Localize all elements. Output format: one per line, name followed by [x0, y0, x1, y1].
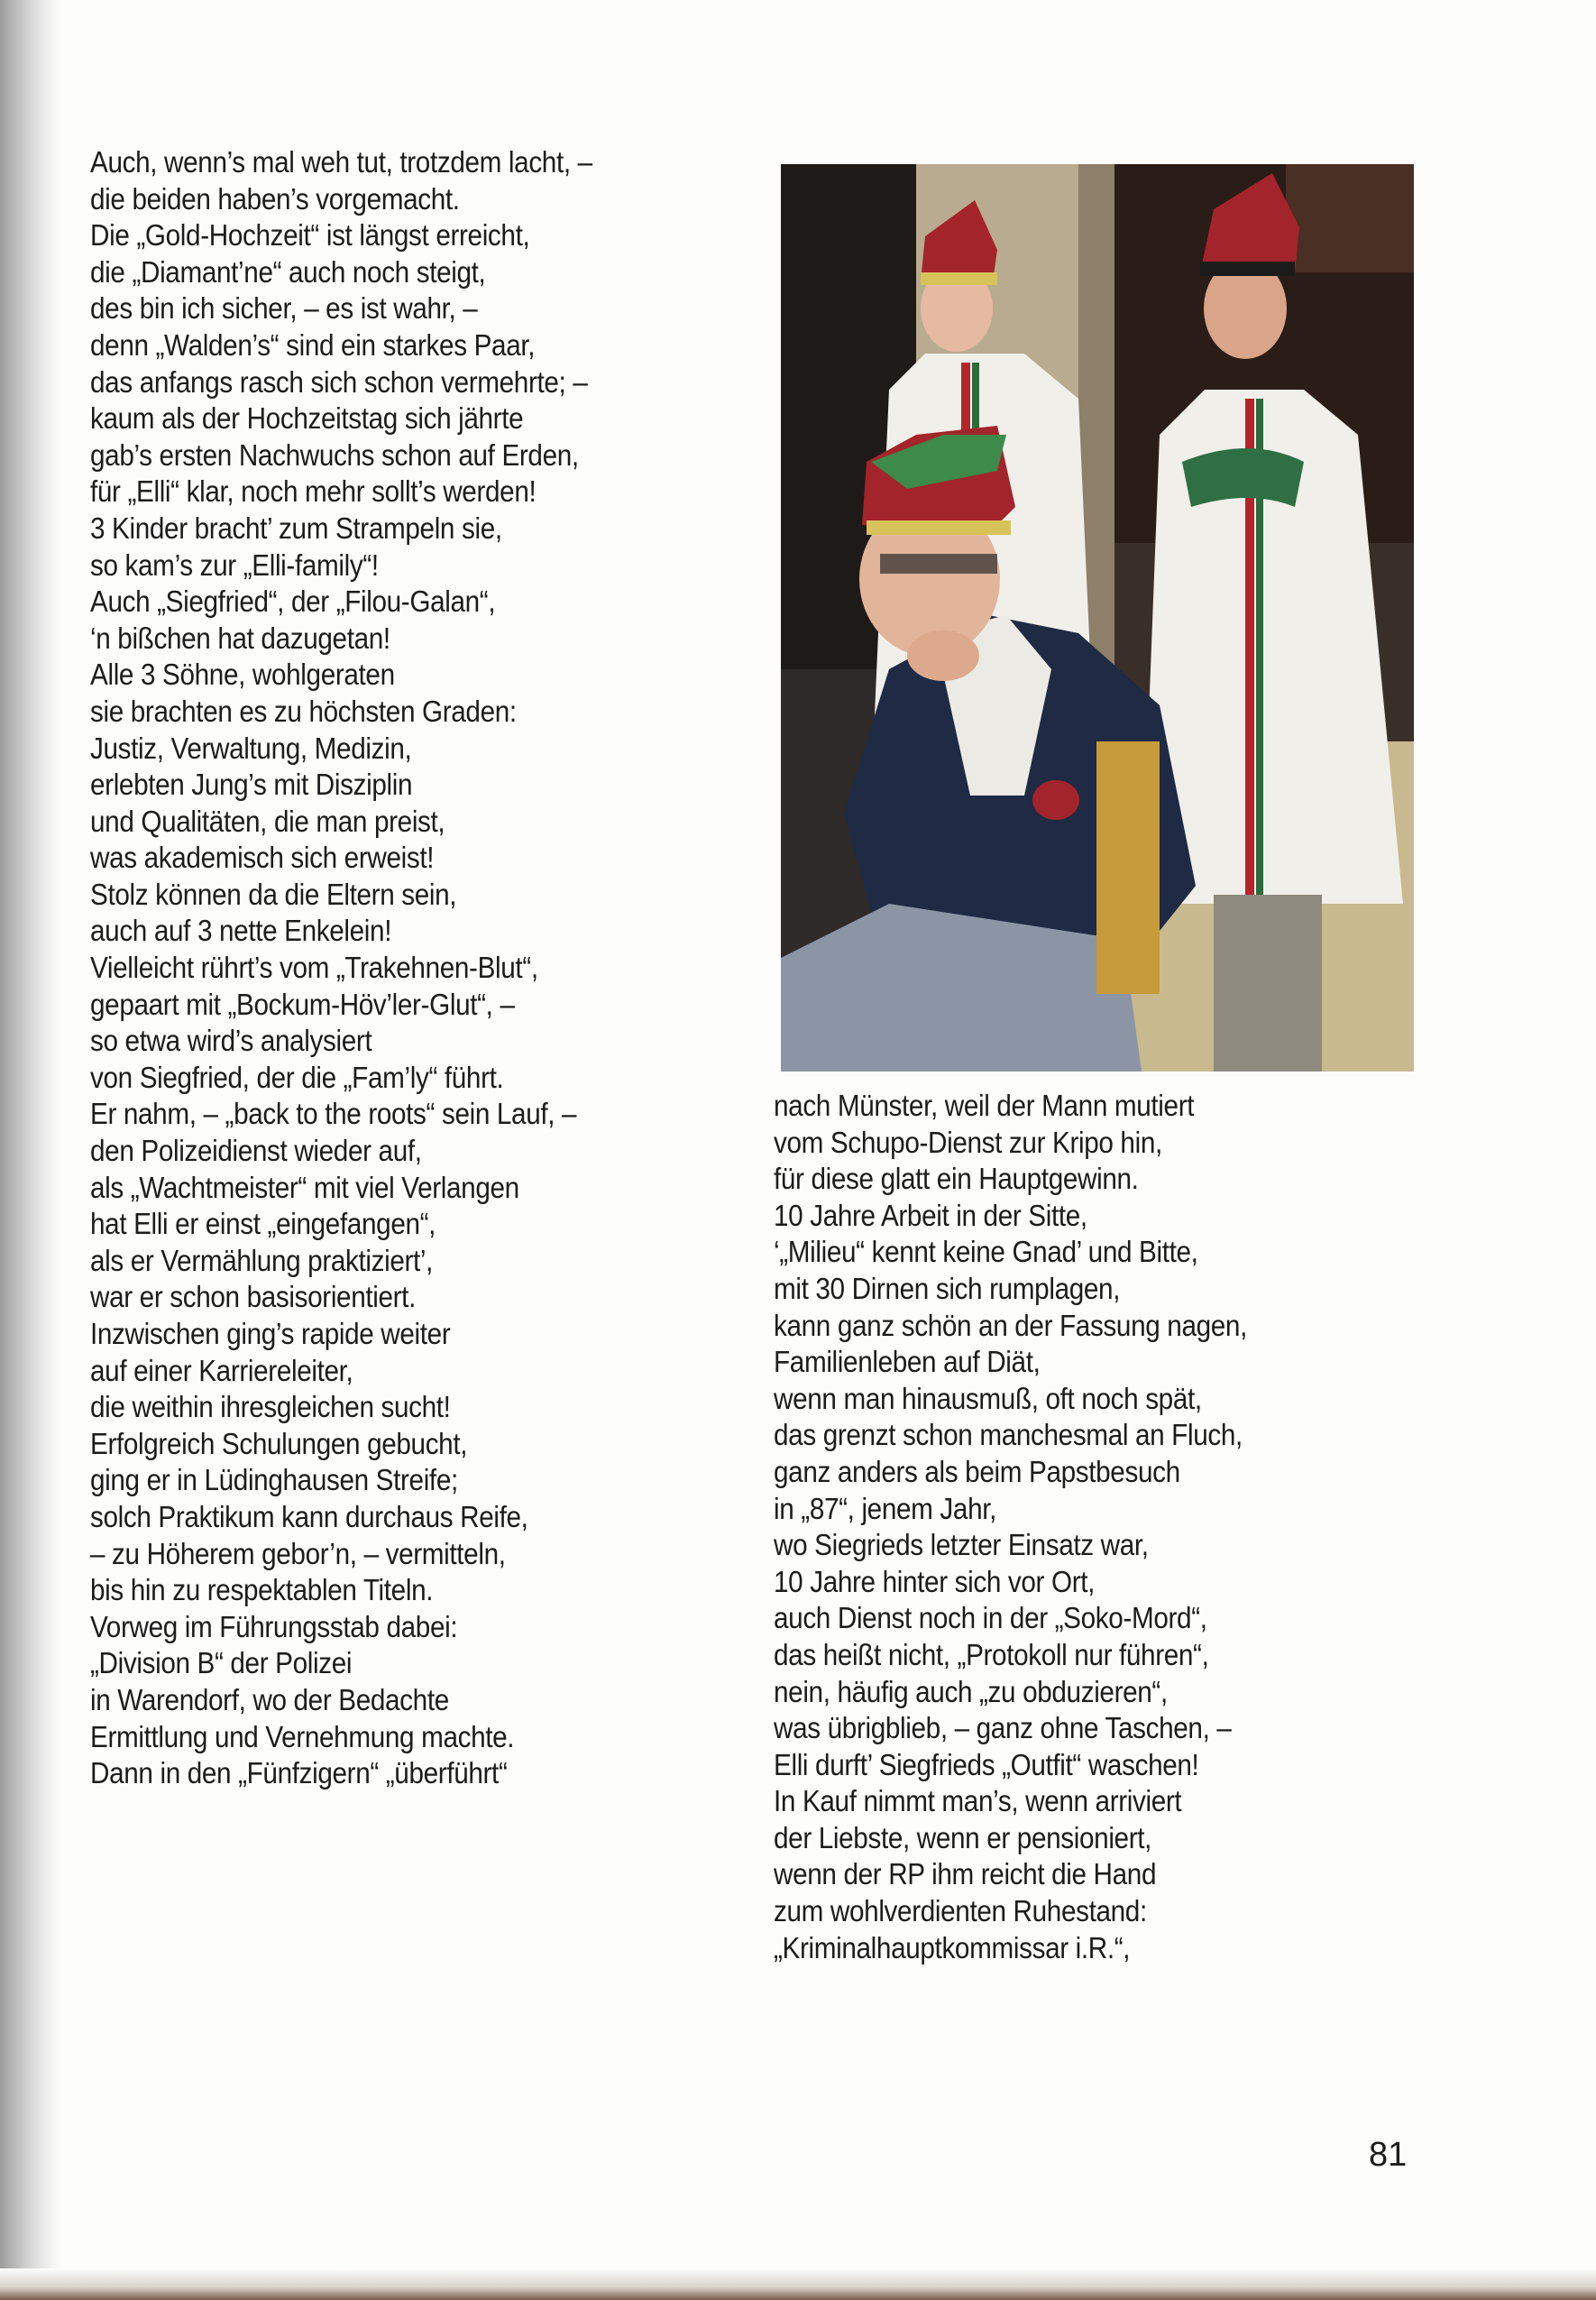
poem-line: wenn der RP ihm reicht die Hand	[774, 1857, 1157, 1891]
poem-line: ‘n bißchen hat dazugetan!	[90, 621, 390, 655]
poem-line: Ermittlung und Vernehmung machte.	[90, 1719, 515, 1753]
poem-line: ganz anders als beim Papstbesuch	[774, 1454, 1180, 1488]
poem-line: Die „Gold-Hochzeit“ ist längst erreicht,	[90, 218, 530, 253]
poem-line: kann ganz schön an der Fassung nagen,	[774, 1308, 1247, 1342]
poem-line: wenn man hinausmuß, oft noch spät,	[774, 1381, 1202, 1415]
poem-line: – zu Höherem gebor’n, – vermitteln,	[90, 1536, 506, 1570]
poem-line: Erfolgreich Schulungen gebucht,	[90, 1426, 468, 1460]
poem-column-right	[774, 1088, 1247, 1966]
page-bottom-edge	[0, 2268, 1596, 2300]
poem-line: 10 Jahre Arbeit in der Sitte,	[774, 1198, 1087, 1232]
poem-line: Vorweg im Führungsstab dabei:	[90, 1609, 458, 1643]
photo-carnival-ceremony	[781, 164, 1414, 1072]
poem-line: Auch „Siegfried“, der „Filou-Galan“,	[90, 584, 496, 619]
poem-line: Vielleicht rührt’s vom „Trakehnen-Blut“,	[90, 951, 538, 985]
poem-line: Justiz, Verwaltung, Medizin,	[90, 731, 412, 765]
page-number: 81	[1369, 2136, 1408, 2174]
poem-line: nach Münster, weil der Mann mutiert	[774, 1089, 1195, 1122]
poem-line: Dann in den „Fünfzigern“ „überführt“	[90, 1756, 508, 1790]
poem-line: „Division B“ der Polizei	[90, 1646, 353, 1680]
poem-line: die beiden haben’s vorgemacht.	[90, 181, 460, 216]
poem-line: ‘„Milieu“ kennt keine Gnad’ und Bitte,	[774, 1235, 1198, 1269]
poem-line: solch Praktikum kann durchaus Reife,	[90, 1499, 528, 1533]
poem-line: von Siegfried, der die „Fam’ly“ führt.	[90, 1060, 504, 1094]
poem-line: für „Elli“ klar, noch mehr sollt’s werden!	[90, 474, 537, 509]
poem-line: die weithin ihresgleichen sucht!	[90, 1390, 451, 1424]
poem-line: Alle 3 Söhne, wohlgeraten	[90, 658, 395, 692]
poem-line: wo Siegrieds letzter Einsatz war,	[774, 1528, 1149, 1562]
poem-line: nein, häufig auch „zu obduzieren“,	[774, 1674, 1168, 1708]
poem-line: was akademisch sich erweist!	[90, 841, 435, 875]
poem-line: Auch, wenn’s mal weh tut, trotzdem lacht, –	[90, 145, 592, 179]
poem-line: den Polizeidienst wieder auf,	[90, 1134, 422, 1168]
poem-line: die „Diamant’ne“ auch noch steigt,	[90, 254, 486, 289]
poem-line: das anfangs rasch sich schon vermehrte; –	[90, 364, 588, 399]
poem-column-left	[90, 144, 592, 1792]
poem-line: war er schon basisorientiert.	[90, 1280, 416, 1314]
poem-line: sie brachten es zu höchsten Graden:	[90, 694, 517, 728]
poem-line: bis hin zu respektablen Titeln.	[90, 1573, 434, 1607]
poem-line: das grenzt schon manchesmal an Fluch,	[774, 1418, 1243, 1452]
poem-line: Er nahm, – „back to the roots“ sein Lauf, –	[90, 1097, 577, 1131]
poem-line: des bin ich sicher, – es ist wahr, –	[90, 291, 478, 326]
poem-line: Elli durft’ Siegfrieds „Outfit“ waschen!	[774, 1747, 1199, 1781]
poem-line: gepaart mit „Bockum-Höv’ler-Glut“, –	[90, 987, 515, 1021]
poem-line: Familienleben auf Diät,	[774, 1345, 1041, 1379]
poem-line: In Kauf nimmt man’s, wenn arriviert	[774, 1784, 1182, 1818]
binding-shadow	[0, 0, 63, 2300]
poem-line: 10 Jahre hinter sich vor Ort,	[774, 1564, 1096, 1598]
poem-line: das heißt nicht, „Protokoll nur führen“,	[774, 1637, 1209, 1671]
poem-line: 3 Kinder bracht’ zum Strampeln sie,	[90, 511, 502, 545]
poem-line: so kam’s zur „Elli-family“!	[90, 547, 379, 582]
poem-line: denn „Walden’s“ sind ein starkes Paar,	[90, 327, 536, 362]
poem-line: erlebten Jung’s mit Disziplin	[90, 768, 413, 802]
poem-line: und Qualitäten, die man preist,	[90, 804, 445, 838]
poem-line: mit 30 Dirnen sich rumplagen,	[774, 1271, 1121, 1305]
poem-line: in „87“, jenem Jahr,	[774, 1491, 997, 1525]
poem-line: in Warendorf, wo der Bedachte	[90, 1682, 449, 1716]
poem-line: zum wohlverdienten Ruhestand:	[774, 1894, 1147, 1928]
poem-line: auf einer Karriereleiter,	[90, 1353, 353, 1387]
poem-line: vom Schupo-Dienst zur Kripo hin,	[774, 1125, 1162, 1159]
poem-line: Inzwischen ging’s rapide weiter	[90, 1317, 451, 1350]
poem-line: als „Wachtmeister“ mit viel Verlangen	[90, 1170, 519, 1204]
poem-line: kaum als der Hochzeitstag sich jährte	[90, 401, 524, 436]
poem-line: was übrigblieb, – ganz ohne Taschen, –	[774, 1711, 1232, 1745]
poem-line: als er Vermählung praktiziert’,	[90, 1243, 434, 1277]
poem-line: hat Elli er einst „eingefangen“,	[90, 1207, 436, 1241]
poem-line: auch Dienst noch in der „Soko-Mord“,	[774, 1601, 1207, 1635]
poem-line: „Kriminalhauptkommissar i.R.“,	[774, 1930, 1131, 1964]
poem-line: so etwa wird’s analysiert	[90, 1024, 372, 1058]
carnival-photo-icon	[781, 164, 1414, 1072]
poem-line: der Liebste, wenn er pensioniert,	[774, 1820, 1152, 1854]
poem-line: ging er in Lüdinghausen Streife;	[90, 1463, 458, 1497]
poem-line: für diese glatt ein Hauptgewinn.	[774, 1162, 1139, 1196]
poem-line: Stolz können da die Eltern sein,	[90, 877, 457, 911]
poem-line: gab’s ersten Nachwuchs schon auf Erden,	[90, 437, 579, 472]
poem-line: auch auf 3 nette Enkelein!	[90, 914, 392, 948]
